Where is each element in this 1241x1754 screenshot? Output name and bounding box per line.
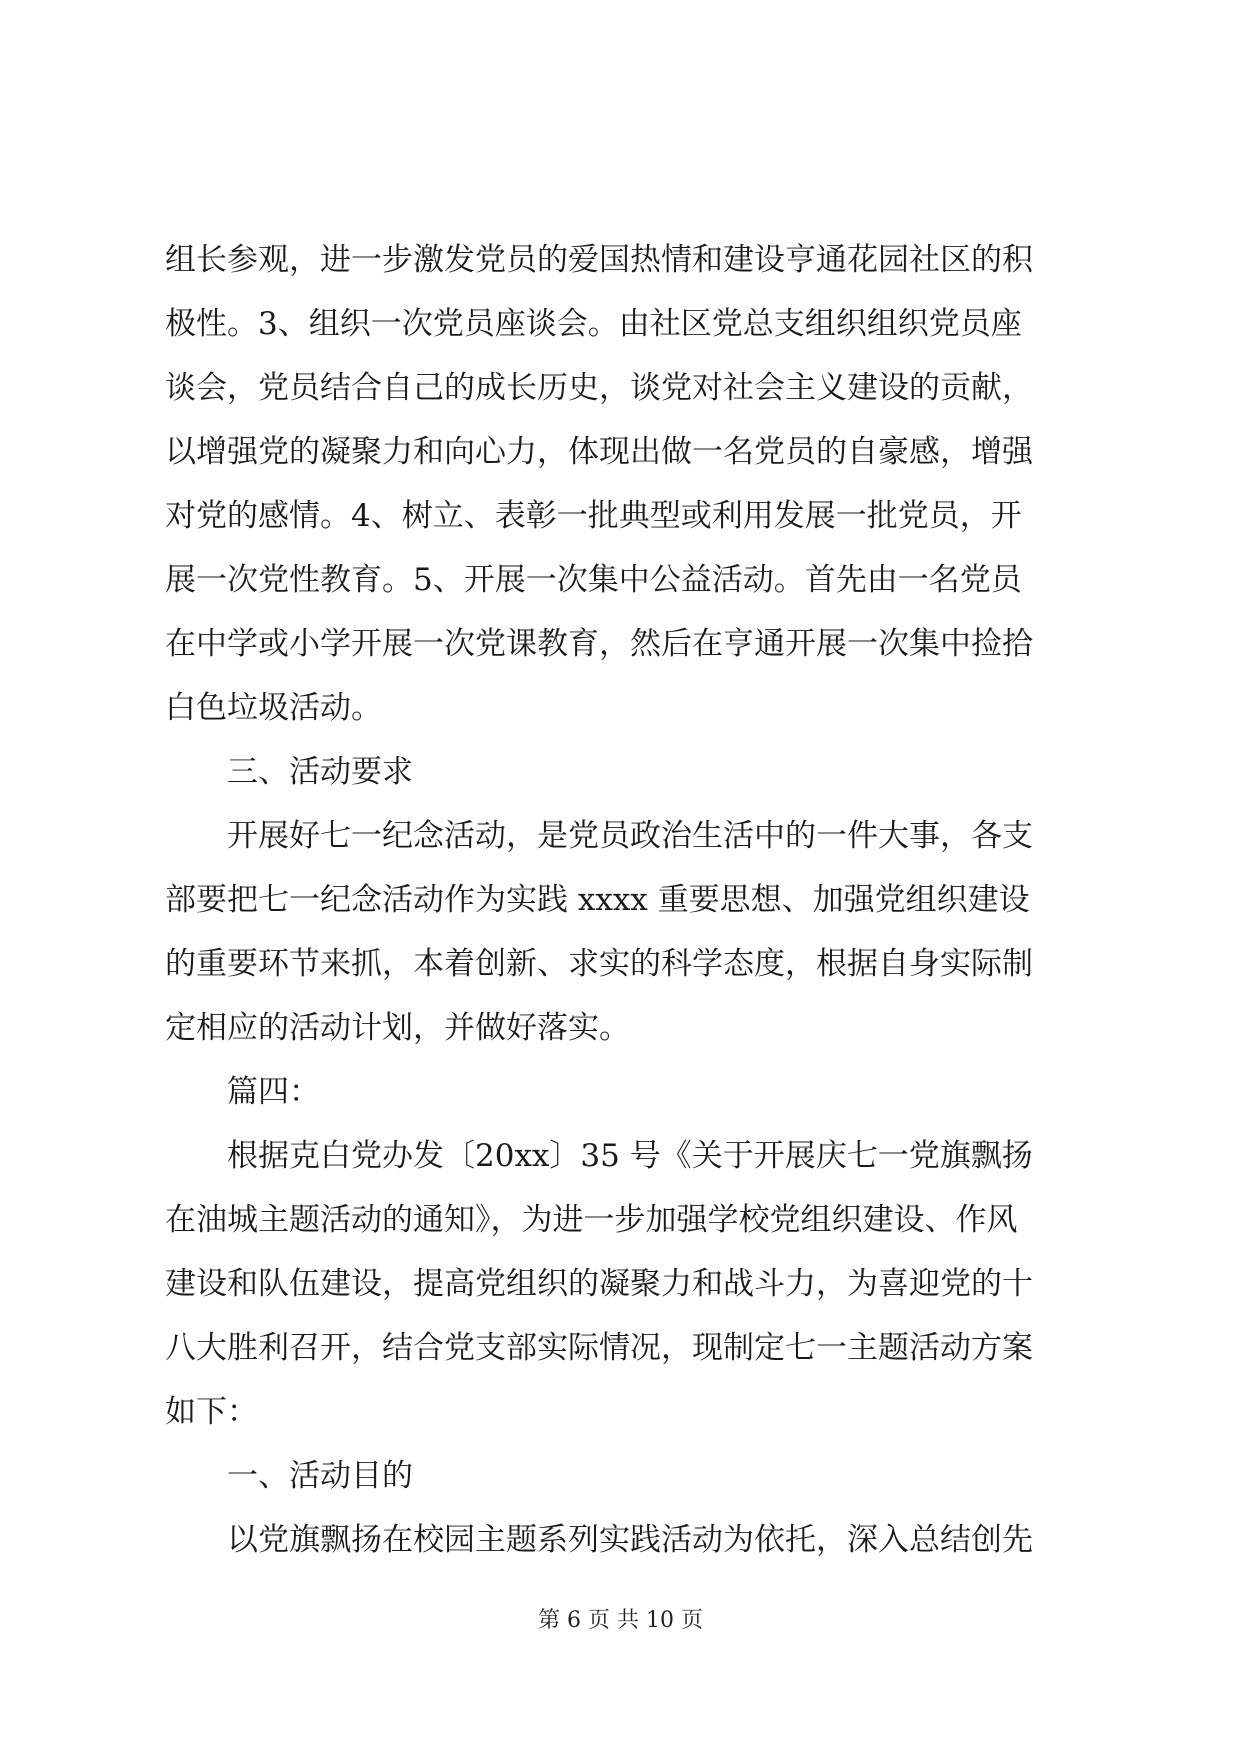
document-body — [165, 228, 1085, 1572]
paragraph-line: 定相应的活动计划，并做好落实。 — [165, 1010, 630, 1046]
paragraph-line: 谈会，党员结合自己的成长历史，谈党对社会主义建设的贡献， — [165, 370, 1033, 406]
paragraph-line-indented: 以党旗飘扬在校园主题系列实践活动为依托，深入总结创先 — [227, 1522, 1033, 1558]
paragraph-line: 的重要环节来抓，本着创新、求实的科学态度，根据自身实际制 — [165, 946, 1033, 982]
paragraph-line: 部要把七一纪念活动作为实践 xxxx 重要思想、加强党组织建设 — [165, 882, 1030, 918]
paragraph-line: 对党的感情。4、树立、表彰一批典型或利用发展一批党员，开 — [165, 498, 1022, 534]
paragraph-line: 如下： — [165, 1394, 258, 1430]
paragraph-line-indented: 篇四： — [227, 1074, 320, 1110]
paragraph-line: 展一次党性教育。5、开展一次集中公益活动。首先由一名党员 — [165, 562, 1022, 598]
paragraph-line-indented: 根据克白党办发〔20xx〕35 号《关于开展庆七一党旗飘扬 — [227, 1138, 1033, 1174]
paragraph-line-indented: 一、活动目的 — [227, 1458, 413, 1494]
paragraph-line: 组长参观，进一步激发党员的爱国热情和建设亨通花园社区的积 — [165, 242, 1033, 278]
paragraph-line: 极性。3、组织一次党员座谈会。由社区党总支组织组织党员座 — [165, 306, 1022, 342]
paragraph-line: 建设和队伍建设，提高党组织的凝聚力和战斗力，为喜迎党的十 — [165, 1266, 1033, 1302]
paragraph-line: 白色垃圾活动。 — [165, 690, 382, 726]
paragraph-line: 八大胜利召开，结合党支部实际情况，现制定七一主题活动方案 — [165, 1330, 1033, 1366]
paragraph-line: 在油城主题活动的通知》，为进一步加强学校党组织建设、作风 — [165, 1202, 1018, 1238]
paragraph-line: 以增强党的凝聚力和向心力，体现出做一名党员的自豪感，增强 — [165, 434, 1033, 470]
paragraph-line-indented: 开展好七一纪念活动，是党员政治生活中的一件大事，各支 — [227, 818, 1033, 854]
paragraph-line-indented: 三、活动要求 — [227, 754, 413, 790]
paragraph-line: 在中学或小学开展一次党课教育，然后在亨通开展一次集中捡拾 — [165, 626, 1033, 662]
page-number-footer: 第 6 页 共 10 页 — [538, 1608, 703, 1633]
